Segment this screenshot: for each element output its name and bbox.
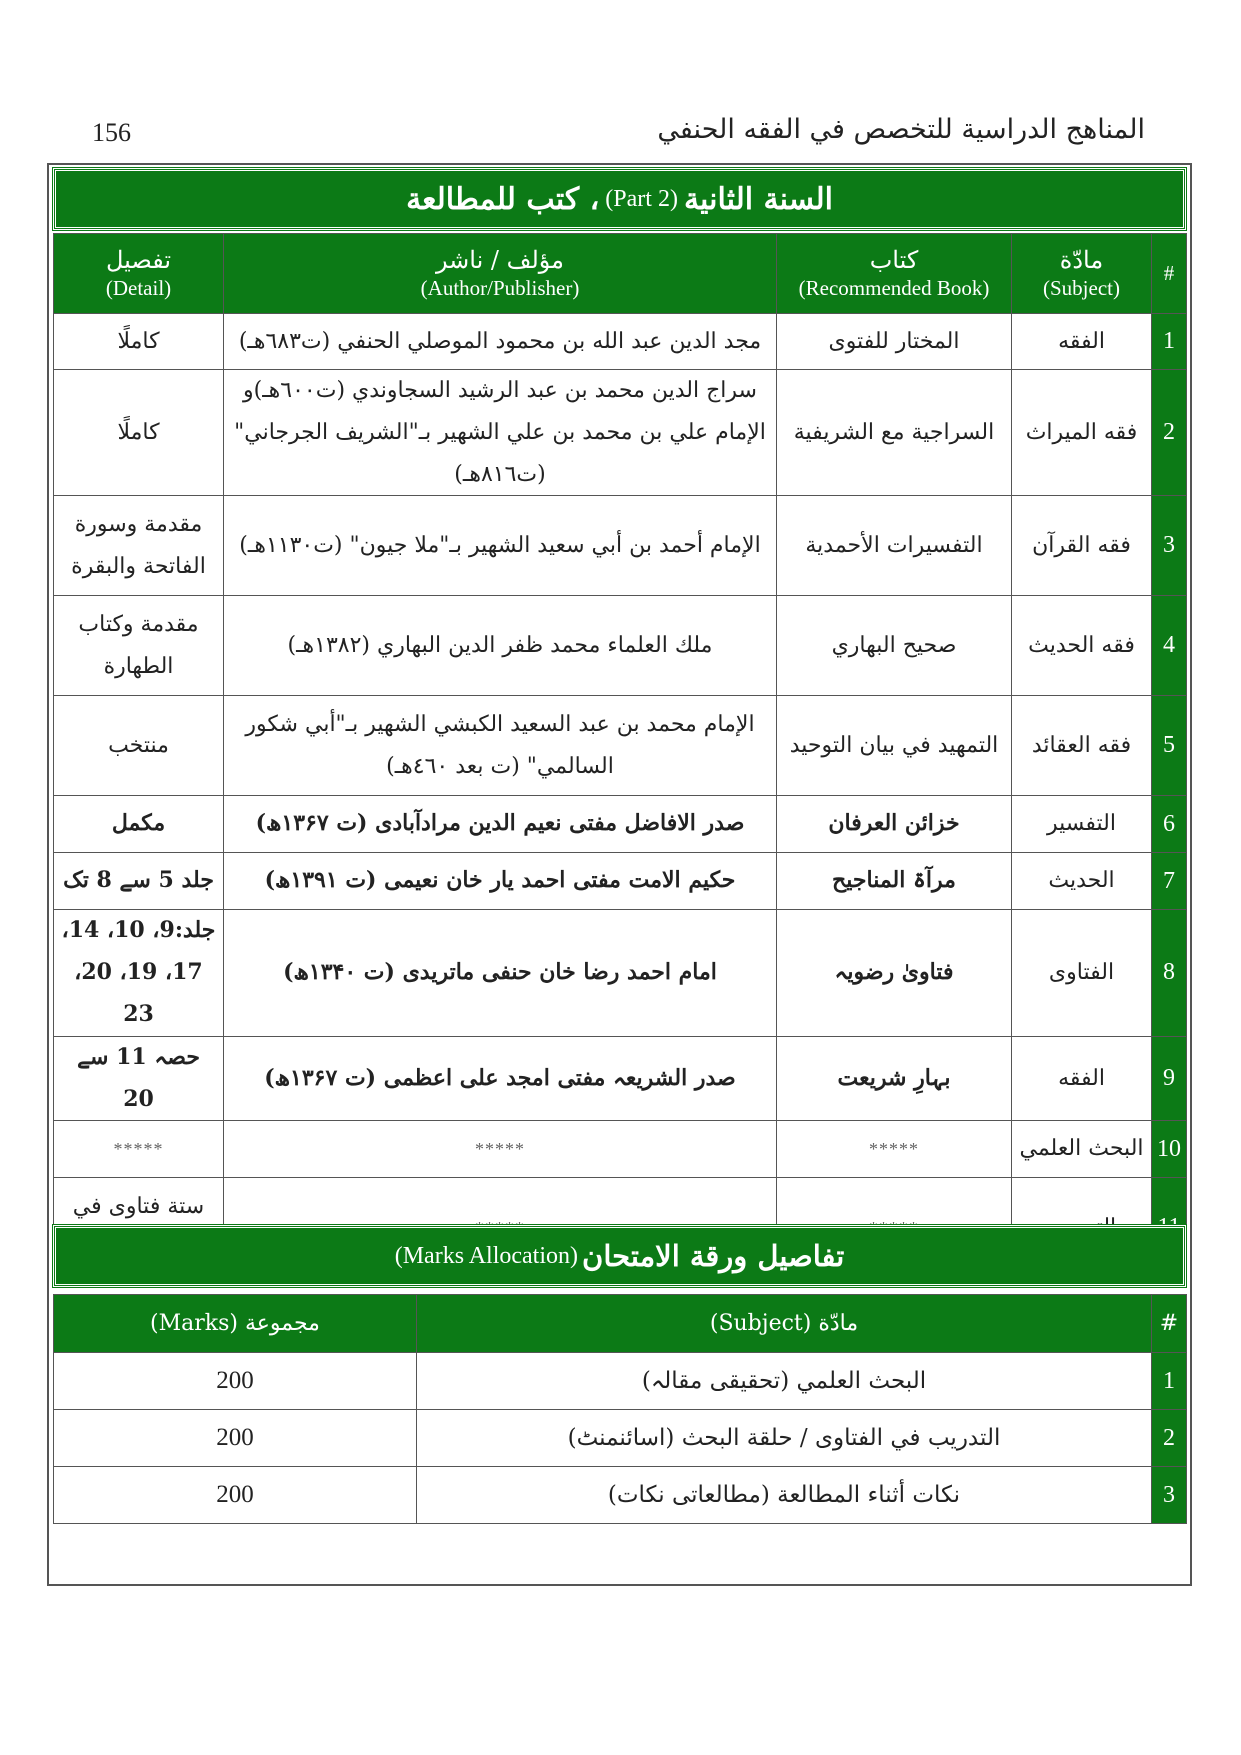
running-title: المناهج الدراسية للتخصص في الفقه الحنفي: [657, 114, 1145, 145]
row-author: *****: [224, 1121, 777, 1178]
col-num: #: [1152, 234, 1187, 314]
row-number: 2: [1152, 370, 1187, 496]
row-author: الإمام أحمد بن أبي سعيد الشهير بـ"ملا جيون" (ت١١٣٠هـ): [224, 496, 777, 596]
row-detail: مقدمة وكتاب الطهارة: [54, 596, 224, 696]
section-title-books: [53, 168, 1186, 230]
row-number: 3: [1152, 1467, 1187, 1524]
row-number: 5: [1152, 696, 1187, 796]
row-number: 6: [1152, 796, 1187, 853]
row-subject: الحديث: [1012, 853, 1152, 910]
row-subject: فقه الحديث: [1012, 596, 1152, 696]
row-author: الإمام محمد بن عبد السعيد الكبشي الشهير بـ"أبي شكور السالمي" (ت بعد ٤٦٠هـ): [224, 696, 777, 796]
row-book: مرآۃ المناجیح: [777, 853, 1012, 910]
row-author: صدر الشریعہ مفتی امجد علی اعظمی (ت ۱۳۶۷ھ): [224, 1036, 777, 1121]
table-row: [54, 1036, 1187, 1121]
row-detail: كاملًا: [54, 314, 224, 370]
row-subject: التفسير: [1012, 796, 1152, 853]
row-subject: فقه العقائد: [1012, 696, 1152, 796]
table-row: [54, 1353, 1187, 1410]
row-detail: مکمل: [54, 796, 224, 853]
row-detail: منتخب: [54, 696, 224, 796]
table-row: [54, 1410, 1187, 1467]
row-detail: *****: [54, 1121, 224, 1178]
row-number: 10: [1152, 1121, 1187, 1178]
row-book: المختار للفتوى: [777, 314, 1012, 370]
row-book: السراجية مع الشريفية: [777, 370, 1012, 496]
row-book: صحيح البهاري: [777, 596, 1012, 696]
section-title-part-latin: (Part 2): [605, 185, 678, 212]
table-row: [54, 596, 1187, 696]
row-subject: البحث العلمي (تحقیقی مقالہ): [417, 1353, 1152, 1410]
row-subject: الفقه: [1012, 1036, 1152, 1121]
marks-title-ar: تفاصيل ورقة الامتحان: [582, 1239, 845, 1273]
col-subject: مادّة (Subject): [1012, 234, 1152, 314]
row-marks: 200: [54, 1467, 417, 1524]
row-author: ملك العلماء محمد ظفر الدين البهاري (١٣٨٢هـ): [224, 596, 777, 696]
row-subject: البحث العلمي: [1012, 1121, 1152, 1178]
table-row: [54, 370, 1187, 496]
section-title-part-a: السنة الثانية: [683, 181, 833, 217]
col-detail: تفصيل (Detail): [54, 234, 224, 314]
marks-col-num: #: [1152, 1295, 1187, 1353]
row-book: التفسيرات الأحمدية: [777, 496, 1012, 596]
row-number: 4: [1152, 596, 1187, 696]
row-author: امام احمد رضا خان حنفی ماتریدی (ت ۱۳۴۰ھ): [224, 910, 777, 1036]
col-author: مؤلف / ناشر (Author/Publisher): [224, 234, 777, 314]
table-row: [54, 910, 1187, 1036]
marks-table: [53, 1294, 1187, 1524]
row-subject: الفقه: [1012, 314, 1152, 370]
row-subject: الفتاوى: [1012, 910, 1152, 1036]
row-number: 9: [1152, 1036, 1187, 1121]
row-author: صدر الافاضل مفتی نعیم الدین مرادآبادی (ت ۱۳۶۷ھ): [224, 796, 777, 853]
row-author: سراج الدين محمد بن عبد الرشيد السجاوندي (ت٦٠٠هـ)و الإمام علي بن محمد بن علي الشهير بـ"الشريف الجرجاني" (ت٨١٦هـ): [224, 370, 777, 496]
row-detail: كاملًا: [54, 370, 224, 496]
page-number: 156: [92, 118, 131, 147]
row-marks: 200: [54, 1410, 417, 1467]
books-table: [53, 233, 1187, 1278]
col-book: كتاب (Recommended Book): [777, 234, 1012, 314]
row-book: بہارِ شریعت: [777, 1036, 1012, 1121]
row-detail: جلد:9، 10، 14، 17، 19، 20، 23: [54, 910, 224, 1036]
section-title-marks: [53, 1225, 1186, 1287]
row-subject: التدريب في الفتاوى / حلقة البحث (اسائنمنٹ): [417, 1410, 1152, 1467]
table-row: [54, 853, 1187, 910]
marks-col-subject: مادّة (Subject): [417, 1295, 1152, 1353]
row-book: خزائن العرفان: [777, 796, 1012, 853]
table-row: [54, 1467, 1187, 1524]
row-book: التمهيد في بيان التوحيد: [777, 696, 1012, 796]
row-subject: نكات أثناء المطالعة (مطالعاتی نکات): [417, 1467, 1152, 1524]
row-author: حکیم الامت مفتی احمد یار خان نعیمی (ت ۱۳۹۱ھ): [224, 853, 777, 910]
row-number: 7: [1152, 853, 1187, 910]
row-detail: جلد 5 سے 8 تک: [54, 853, 224, 910]
row-number: 3: [1152, 496, 1187, 596]
row-number: 1: [1152, 314, 1187, 370]
row-number: 8: [1152, 910, 1187, 1036]
marks-col-marks: مجموعة (Marks): [54, 1295, 417, 1353]
row-number: 1: [1152, 1353, 1187, 1410]
row-subject: فقه الميراث: [1012, 370, 1152, 496]
table-row: [54, 796, 1187, 853]
row-detail: ستة فتاوى في: [54, 1178, 224, 1278]
row-book: فتاویٰ رضویہ: [777, 910, 1012, 1036]
row-subject: فقه القرآن: [1012, 496, 1152, 596]
row-number: 2: [1152, 1410, 1187, 1467]
row-book: *****: [777, 1121, 1012, 1178]
table-row: [54, 314, 1187, 370]
marks-title-latin: (Marks Allocation): [394, 1242, 579, 1269]
row-author: مجد الدين عبد الله بن محمود الموصلي الحنفي (ت٦٨٣هـ): [224, 314, 777, 370]
row-detail: حصہ 11 سے 20: [54, 1036, 224, 1121]
row-detail: مقدمة وسورة الفاتحة والبقرة: [54, 496, 224, 596]
row-marks: 200: [54, 1353, 417, 1410]
table-row: [54, 496, 1187, 596]
table-row: [54, 696, 1187, 796]
table-row: [54, 1121, 1187, 1178]
section-title-part-b: ، كتب للمطالعة: [406, 181, 600, 217]
